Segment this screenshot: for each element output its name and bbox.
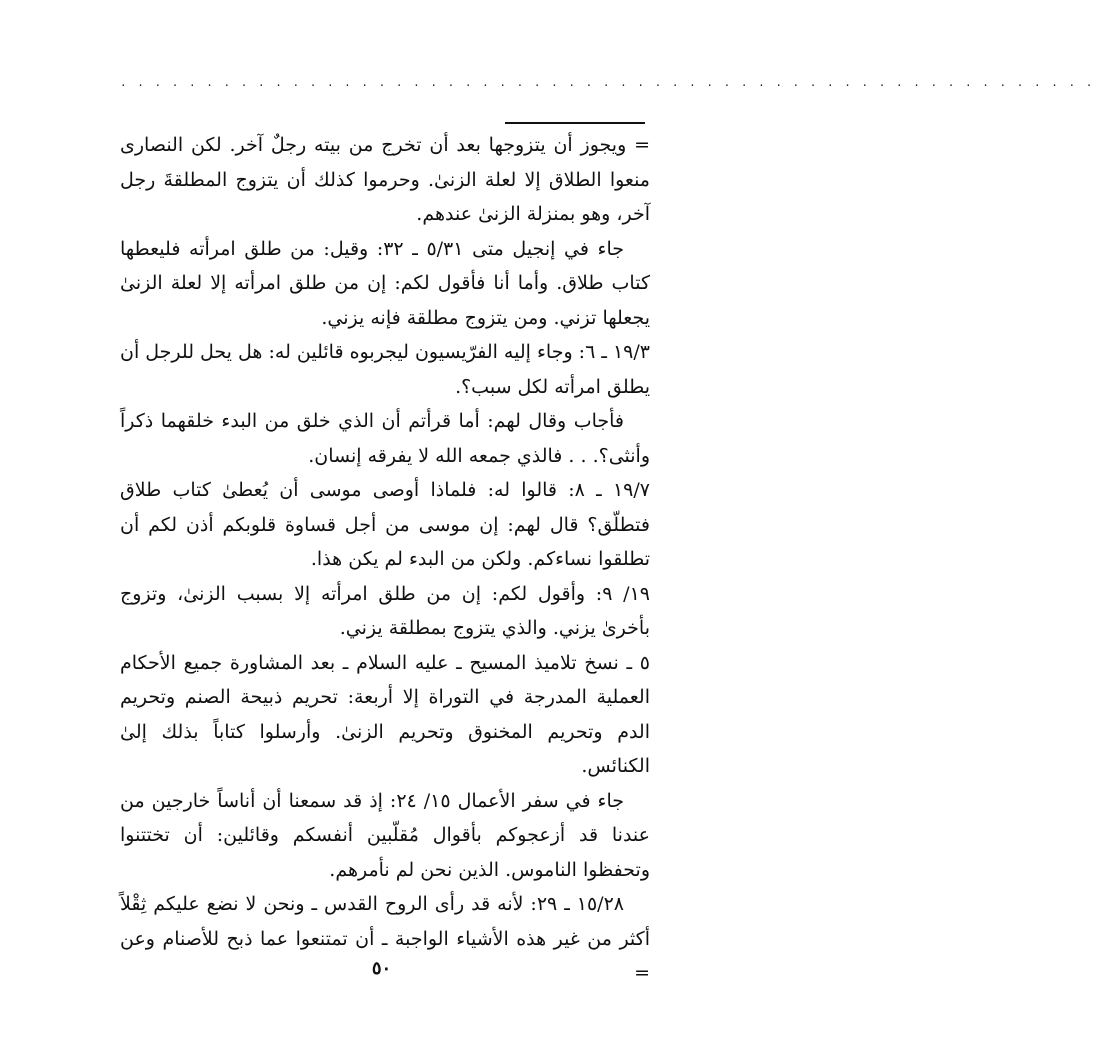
paragraph: ١٩/٣ ـ ٦: وجاء إليه الفرّيسيون ليجربوه قائلين له: هل يحل للرجل أن يطلق امرأته لكل سبب؟.	[120, 341, 650, 398]
page-number: ٥٠	[371, 958, 392, 979]
paragraph: جاء في سفر الأعمال ١٥/ ٢٤: إذ قد سمعنا أن أناساً خارجين من عندنا قد أزعجوكم بأقوال مُقلّبين أنفسكم وقائلين: أن تختتنوا وتحفظوا الناموس. الذين نحن لم نأمرهم.	[120, 789, 650, 881]
paragraph: ١٩/٧ ـ ٨: قالوا له: فلماذا أوصى موسى أن يُعطىٰ كتاب طلاق فتطلّق؟ قال لهم: إن موسى من أجل قساوة قلوبكم أذن لكم أن تطلقوا نساءكم. ولكن من البدء لم يكن هذا.	[120, 479, 650, 570]
paragraph: ١٩/ ٩: وأقول لكم: إن من طلق امرأته إلا بسبب الزنىٰ، وتزوج بأخرىٰ يزني. والذي يتزوج بمطلقة يزني.	[120, 582, 650, 639]
paragraph: ٥ ـ نسخ تلاميذ المسيح ـ عليه السلام ـ بعد المشاورة جميع الأحكام العملية المدرجة في التوراة إلا أربعة: تحريم ذبيحة الصنم وتحريم الدم وتحريم المخنوق وتحريم الزنىٰ. وأرسلوا كتاباً بذلك إلىٰ الكنائس.	[120, 651, 650, 777]
paragraph: ١٥/٢٨ ـ ٢٩: لأنه قد رأى الروح القدس ـ ونحن لا نضع عليكم ثِقْلاً أكثر من غير هذه الأشياء الواجبة ـ أن تمتنعوا عما ذبح للأصنام وعن =	[120, 893, 650, 984]
footnote-rule	[505, 122, 645, 124]
paragraph: جاء في إنجيل متى ٥/٣١ ـ ٣٢: وقيل: من طلق امرأته فليعطها كتاب طلاق. وأما أنا فأقول لكم: إن من طلق امرأته إلا لعلة الزنىٰ يجعلها تزني. ومن يتزوج مطلقة فإنه يزني.	[120, 237, 650, 329]
paragraph: فأجاب وقال لهم: أما قرأتم أن الذي خلق من البدء خلقهما ذكراً وأنثى؟. . . فالذي جمعه الله لا يفرقه إنسان.	[120, 410, 650, 467]
page-body	[120, 128, 650, 991]
separator-dots: . . . . . . . . . . . . . . . . . . . . . . . . . . . . . . . . . . . . . . . . . . . . . . . . . . . . . . . . .	[120, 76, 1094, 89]
paragraph: = ويجوز أن يتزوجها بعد أن تخرج من بيته رجلٌ آخر. لكن النصارى منعوا الطلاق إلا لعلة الزنىٰ. وحرموا كذلك أن يتزوج المطلقةَ رجل آخر، وهو بمنزلة الزنىٰ عندهم.	[120, 134, 650, 225]
